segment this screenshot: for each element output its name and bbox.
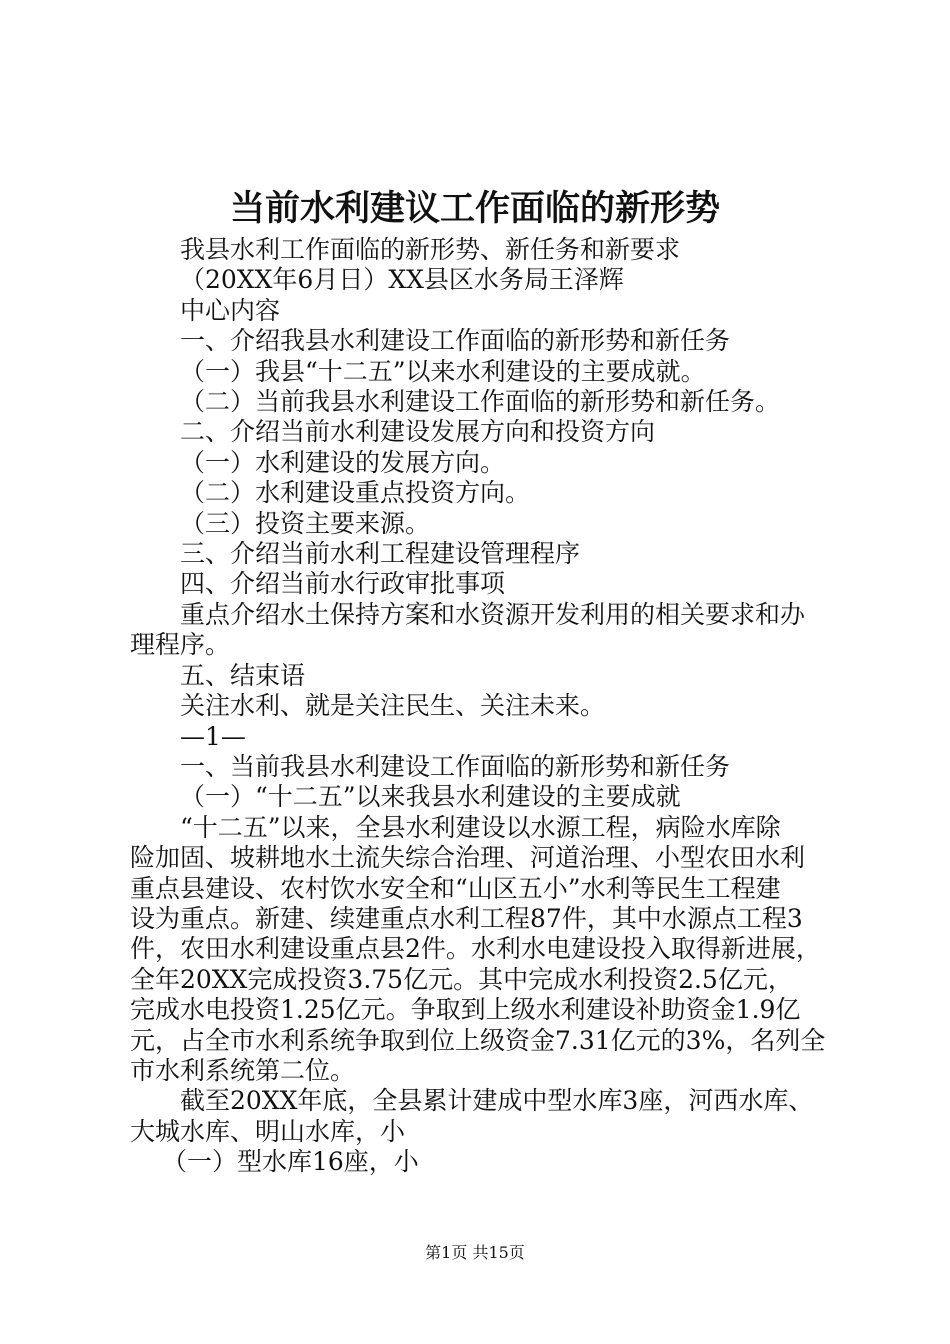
text-line: 一、介绍我县水利建设工作面临的新形势和新任务 [180, 326, 731, 356]
text-line: 中心内容 [180, 295, 281, 325]
text-line: （一）型水库16座，小 [162, 1147, 419, 1177]
text-line: （一）“十二五”以来我县水利建设的主要成就 [180, 782, 681, 812]
text-line: 险加固、坡耕地水土流失综合治理、河道治理、小型农田水利 [130, 843, 806, 873]
text-line: “十二五”以来，全县水利建设以水源工程，病险水库除 [180, 812, 781, 842]
text-line: 三、介绍当前水利工程建设管理程序 [180, 539, 581, 569]
document-title: 当前水利建议工作面临的新形势 [229, 188, 720, 229]
text-line: （三）投资主要来源。 [180, 508, 431, 538]
text-line: （二）水利建设重点投资方向。 [180, 478, 531, 508]
text-line: 五、结束语 [180, 660, 306, 690]
text-line: 大城水库、明山水库，小 [130, 1116, 406, 1146]
document-body [130, 235, 840, 1178]
text-line: 截至20XX年底，全县累计建成中型水库3座，河西水库、 [180, 1086, 814, 1116]
text-line: 四、介绍当前水行政审批事项 [180, 569, 506, 599]
text-line: 件，农田水利建设重点县2件。水利水电建设投入取得新进展， [130, 934, 821, 964]
text-line: （一）我县“十二五”以来水利建设的主要成就。 [180, 356, 706, 386]
text-line: 关注水利、就是关注民生、关注未来。 [180, 691, 606, 721]
text-line: 一、当前我县水利建设工作面临的新形势和新任务 [180, 751, 731, 781]
text-line: 重点县建设、农村饮水安全和“山区五小”水利等民生工程建 [130, 873, 781, 903]
page-marker: —1— [180, 721, 246, 751]
page-footer: 第1页 共15页 [425, 1243, 525, 1262]
text-line: （二）当前我县水利建设工作面临的新形势和新任务。 [180, 387, 781, 417]
text-line: 理程序。 [130, 630, 231, 660]
text-line: 重点介绍水土保持方案和水资源开发利用的相关要求和办 [180, 599, 806, 629]
text-line: （20XX年6月日）XX县区水务局王泽辉 [180, 265, 624, 295]
text-line: 完成水电投资1.25亿元。争取到上级水利建设补助资金1.9亿 [130, 995, 801, 1025]
text-line: （一）水利建设的发展方向。 [180, 447, 506, 477]
text-line: 我县水利工作面临的新形势、新任务和新要求 [180, 235, 681, 264]
text-line: 元，占全市水利系统争取到位上级资金7.31亿元的3%，名列全 [130, 1025, 826, 1055]
text-line: 全年20XX完成投资3.75亿元。其中完成水利投资2.5亿元， [130, 964, 793, 994]
text-line: 设为重点。新建、续建重点水利工程87件，其中水源点工程3 [130, 903, 803, 933]
text-line: 二、介绍当前水利建设发展方向和投资方向 [180, 417, 656, 447]
text-line: 市水利系统第二位。 [130, 1055, 356, 1085]
